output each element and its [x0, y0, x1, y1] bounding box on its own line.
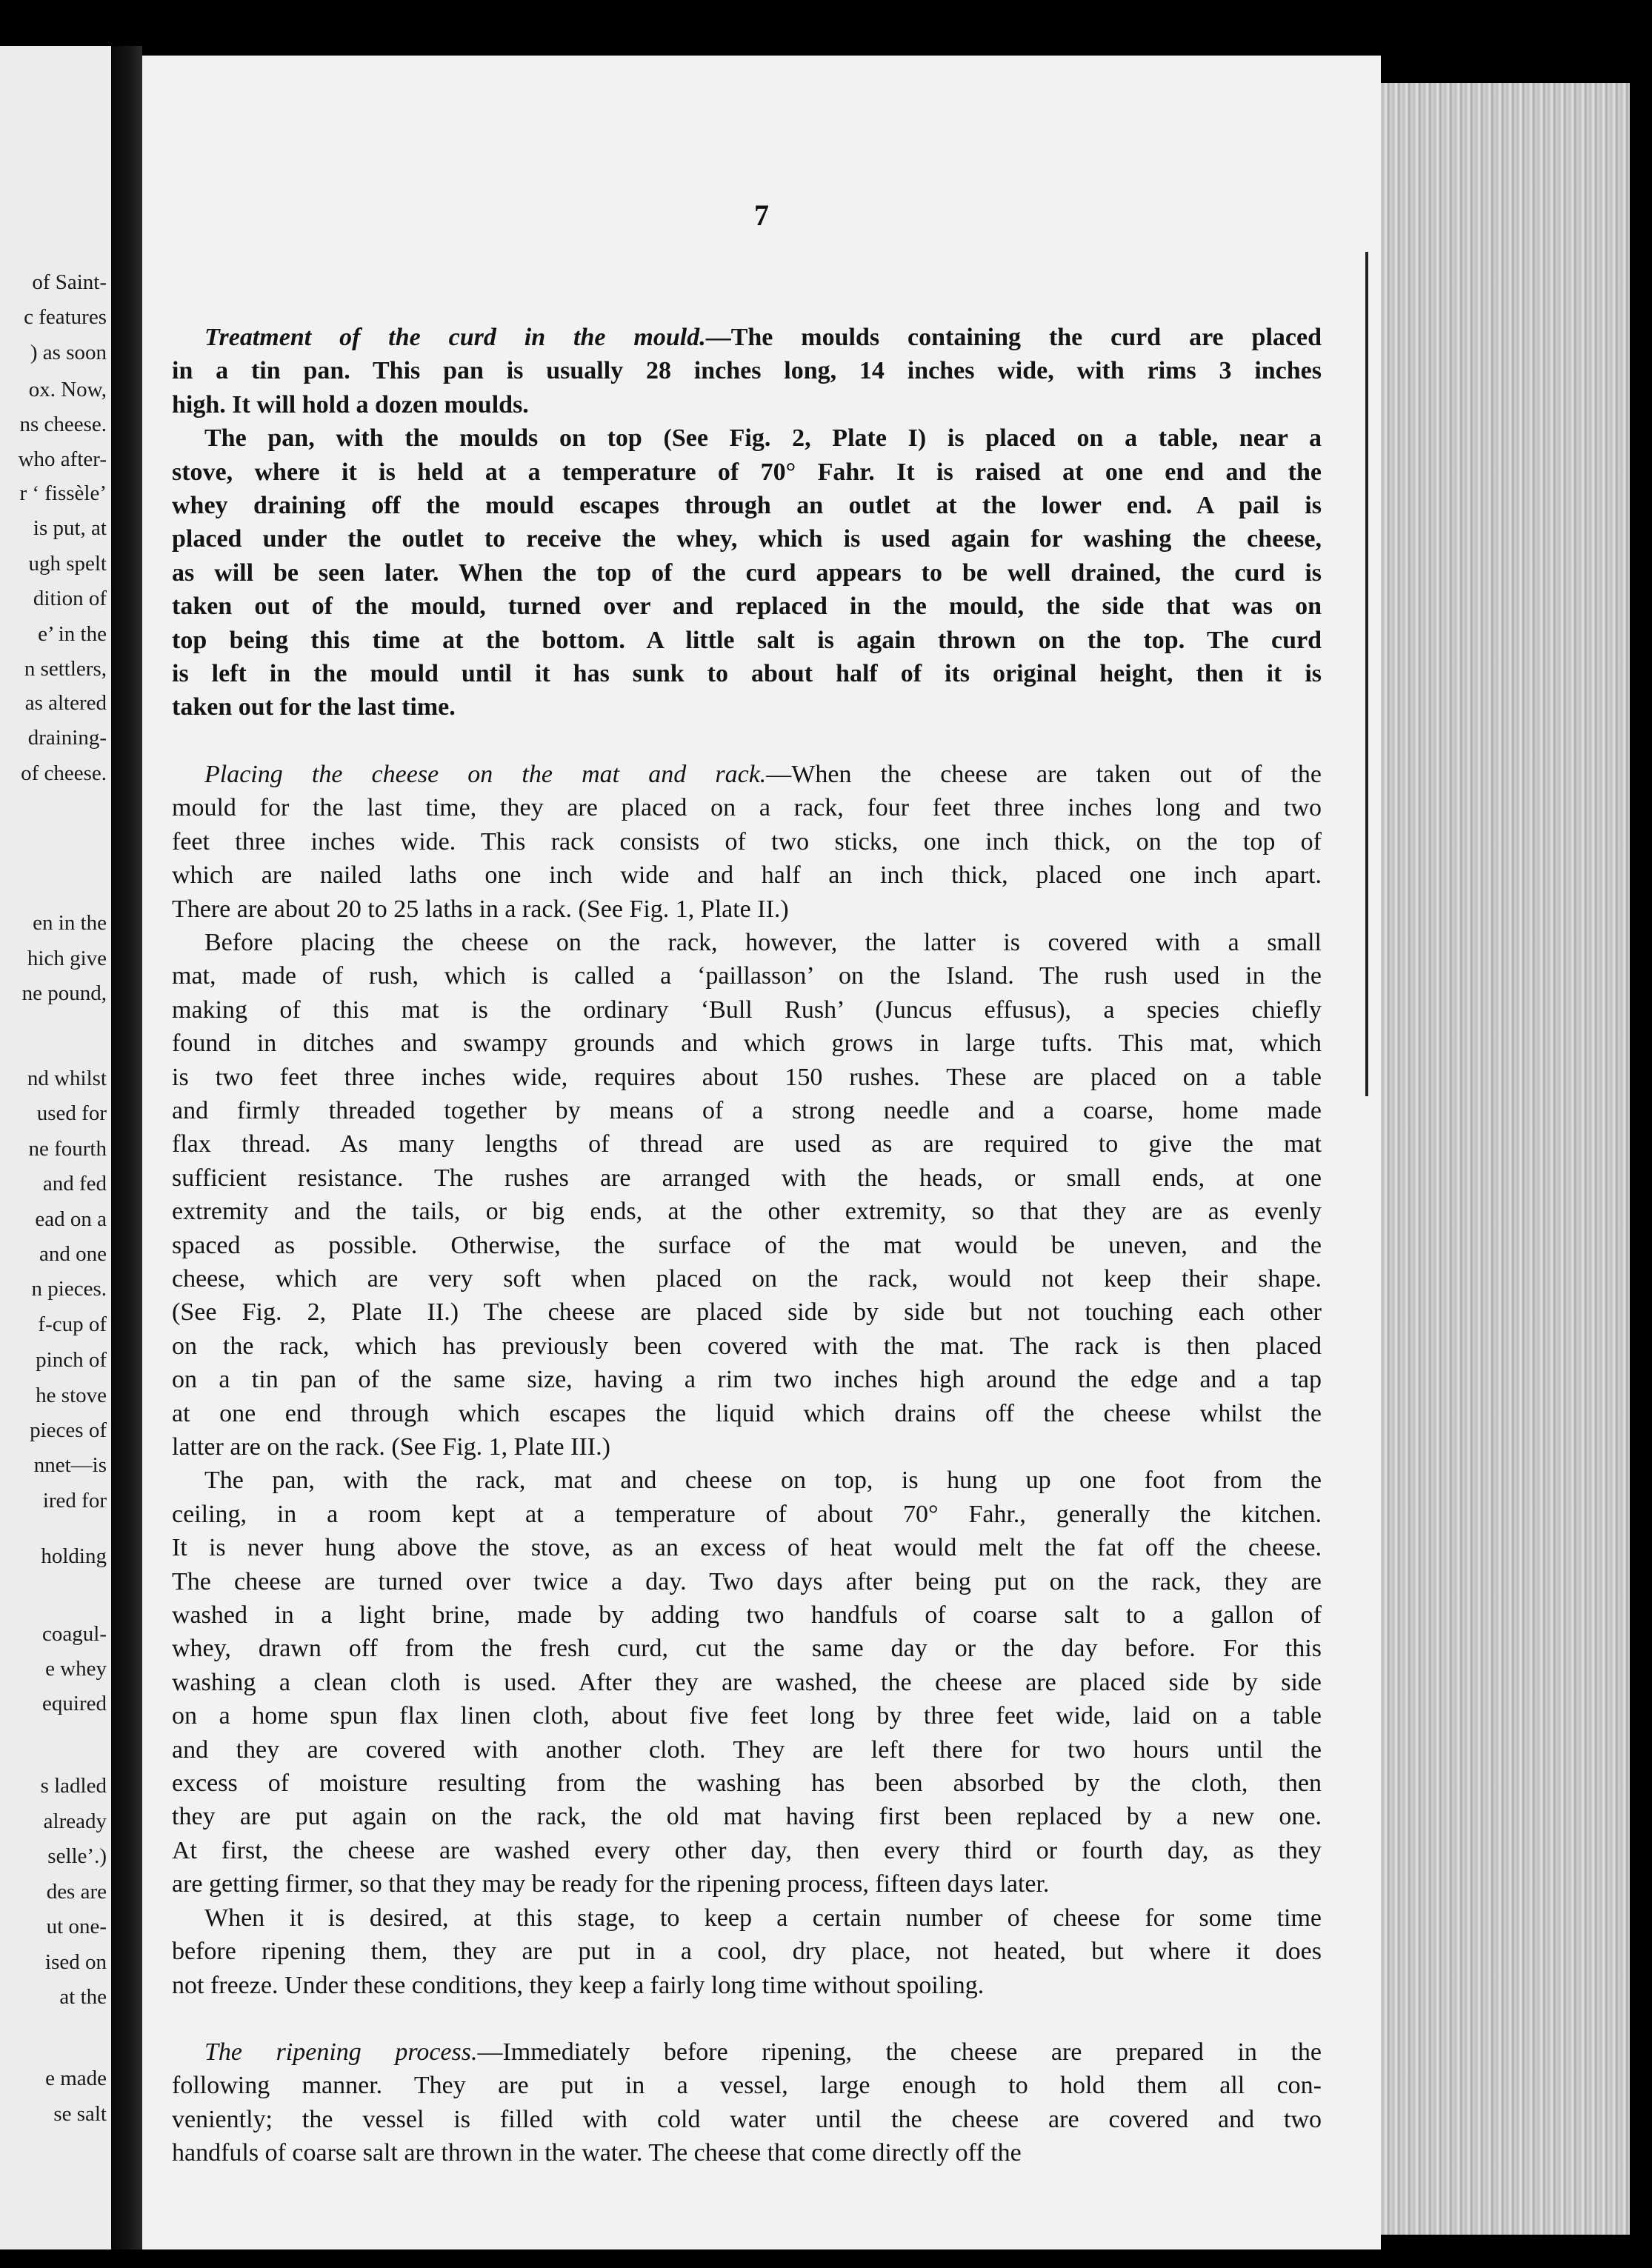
page-edge-rule — [1365, 252, 1368, 1096]
paragraph — [172, 926, 1322, 1464]
text-line: It is never hung above the stove, as an excess of heat would melt the fat off the cheese. — [172, 1534, 1322, 1562]
left-page-fragment-line: already — [43, 1810, 107, 1833]
left-page-fragment-line: e whey — [45, 1657, 107, 1681]
text-line: in a tin pan. This pan is usually 28 inches long, 14 inches wide, with rims 3 inches — [172, 357, 1322, 385]
text-line: are getting firmer, so that they may be ready for the ripening process, fifteen days later. — [172, 1870, 1050, 1898]
text-line: which are nailed laths one inch wide and half an inch thick, placed one inch apart. — [172, 861, 1322, 890]
left-page-fragment-line: e’ in the — [38, 622, 107, 646]
left-page-fragment — [0, 46, 111, 2249]
text-line: mat, made of rush, which is called a ‘paillasson’ on the Island. The rush used in the — [172, 962, 1322, 990]
left-page-fragment-line: ne fourth — [28, 1137, 107, 1161]
left-page-fragment-line: ox. Now, — [28, 378, 107, 401]
left-page-fragment-line: e made — [45, 2067, 107, 2090]
text-line: high. It will hold a dozen moulds. — [172, 390, 529, 418]
left-page-fragment-line: ead on a — [35, 1207, 107, 1231]
left-page-fragment-line: used for — [36, 1101, 107, 1125]
text-line: flax thread. As many lengths of thread are used as are required to give the mat — [172, 1130, 1322, 1158]
text-line: washed in a light brine, made by adding two handfuls of coarse salt to a gallon of — [172, 1601, 1322, 1630]
text-line: they are put again on the rack, the old mat having first been replaced by a new one. — [172, 1803, 1322, 1831]
text-line: There are about 20 to 25 laths in a rack. (See Fig. 1, Plate II.) — [172, 895, 789, 923]
left-page-fragment-line: n pieces. — [31, 1277, 107, 1301]
left-page-fragment-line: nd whilst — [27, 1067, 107, 1090]
left-page-fragment-line: r ‘ fissèle’ — [19, 481, 107, 505]
text-line: The pan, with the rack, mat and cheese on top, is hung up one foot from the — [204, 1467, 1322, 1495]
text-line: before ripening them, they are put in a cool, dry place, not heated, but where it does — [172, 1938, 1322, 1966]
text-line: ceiling, in a room kept at a temperature of about 70° Fahr., generally the kitchen. — [172, 1500, 1322, 1528]
text-line: on a tin pan of the same size, having a rim two inches high around the edge and a tap — [172, 1366, 1322, 1394]
text-line — [172, 321, 1322, 354]
text-line: making of this mat is the ordinary ‘Bull Rush’ (Juncus effusus), a species chiefly — [172, 995, 1322, 1024]
text-line: as will be seen later. When the top of the curd appears to be well drained, the curd is — [172, 558, 1322, 587]
text-line: feet three inches wide. This rack consists of two sticks, one inch thick, on the top of — [172, 827, 1322, 855]
paragraph-gap — [172, 724, 1322, 758]
left-page-fragment-line: f-cup of — [38, 1313, 107, 1336]
paragraph-gap — [172, 2002, 1322, 2035]
text-line: is two feet three inches wide, requires about 150 rushes. These are placed on a table — [172, 1063, 1322, 1091]
left-page-fragment-line: ) as soon — [30, 341, 107, 364]
paragraph — [172, 421, 1322, 724]
left-page-fragment-line: who after- — [18, 447, 107, 471]
text-line: found in ditches and swampy grounds and which grows in large tufts. This mat, which — [172, 1030, 1322, 1058]
book-gutter — [111, 46, 142, 2249]
text-line: stove, where it is held at a temperature of 70° Fahr. It is raised at one end and the — [172, 458, 1322, 486]
text-line: whey, drawn off from the fresh curd, cut the same day or the day before. For this — [172, 1635, 1322, 1663]
left-page-fragment-line: ised on — [45, 1950, 107, 1974]
section-heading: Placing the cheese on the mat and rack. — [204, 760, 767, 788]
left-page-fragment-line: at the — [59, 1985, 107, 2009]
text-line: spaced as possible. Otherwise, the surface of the mat would be uneven, and the — [172, 1231, 1322, 1259]
paragraph — [172, 1901, 1322, 2002]
text-line: latter are on the rack. (See Fig. 1, Plate III.) — [172, 1433, 610, 1461]
text-line-content: —Immediately before ripening, the cheese are prepared in the — [477, 2038, 1322, 2066]
text-line: cheese, which are very soft when placed on the rack, would not keep their shape. — [172, 1264, 1322, 1293]
body-text — [172, 321, 1322, 2170]
paragraph — [172, 321, 1322, 421]
section-heading: Treatment of the curd in the mould. — [204, 324, 706, 351]
left-page-fragment-line: hich give — [27, 947, 107, 970]
left-page-fragment-line: and one — [39, 1242, 107, 1266]
text-line: top being this time at the bottom. A little salt is again thrown on the top. The curd — [172, 626, 1322, 654]
page-number: 7 — [754, 199, 769, 232]
text-line: The cheese are turned over twice a day. Two days after being put on the rack, they are — [172, 1567, 1322, 1595]
text-line: taken out for the last time. — [172, 693, 456, 721]
text-line: whey draining off the mould escapes through an outlet at the lower end. A pail is — [172, 492, 1322, 520]
text-line: Before placing the cheese on the rack, however, the latter is covered with a small — [204, 928, 1322, 956]
left-page-fragment-line: of cheese. — [21, 761, 107, 785]
text-line: handfuls of coarse salt are thrown in the water. The cheese that come directly off the — [172, 2139, 1022, 2167]
text-line: extremity and the tails, or big ends, at the other extremity, so that they are as evenly — [172, 1198, 1322, 1226]
text-line: following manner. They are put in a vessel, large enough to hold them all con- — [172, 2072, 1322, 2100]
left-page-fragment-line: and fed — [42, 1172, 107, 1195]
left-page-fragment-line: ired for — [42, 1489, 107, 1512]
left-page-fragment-line: pinch of — [36, 1348, 107, 1372]
left-page-fragment-line: he stove — [36, 1384, 107, 1407]
left-page-fragment-line: dition of — [33, 587, 107, 610]
left-page-fragment-line: se salt — [53, 2102, 107, 2126]
text-line: The pan, with the moulds on top (See Fig. 2, Plate I) is placed on a table, near a — [204, 424, 1322, 453]
left-page-fragment-line: pieces of — [30, 1418, 107, 1442]
text-line: excess of moisture resulting from the washing has been absorbed by the cloth, then — [172, 1770, 1322, 1798]
left-page-fragment-line: ut one- — [46, 1915, 107, 1938]
text-line: taken out of the mould, turned over and replaced in the mould, the side that was on — [172, 593, 1322, 621]
text-line: on a home spun flax linen cloth, about five feet long by three feet wide, laid on a table — [172, 1702, 1322, 1730]
left-page-fragment-line: s ladled — [40, 1774, 107, 1798]
text-line: When it is desired, at this stage, to keep a certain number of cheese for some time — [204, 1904, 1322, 1932]
text-line: mould for the last time, they are placed on a rack, four feet three inches long and two — [172, 794, 1322, 822]
text-line: At first, the cheese are washed every other day, then every third or fourth day, as they — [172, 1836, 1322, 1864]
text-line: (See Fig. 2, Plate II.) The cheese are placed side by side but not touching each other — [172, 1298, 1322, 1327]
left-page-fragment-line: ns cheese. — [19, 413, 107, 436]
left-page-fragment-line: n settlers, — [24, 657, 107, 681]
text-line: at one end through which escapes the liquid which drains off the cheese whilst the — [172, 1399, 1322, 1427]
text-line — [172, 758, 1322, 791]
left-page-fragment-line: holding — [41, 1544, 107, 1568]
text-line: and firmly threaded together by means of a strong needle and a coarse, home made — [172, 1096, 1322, 1124]
text-line: and they are covered with another cloth. They are left there for two hours until the — [172, 1735, 1322, 1764]
section-heading: The ripening process. — [204, 2038, 478, 2066]
left-page-fragment-line: equired — [42, 1692, 107, 1715]
left-page-fragment-line: nnet—is — [33, 1453, 107, 1477]
text-line — [172, 2035, 1322, 2069]
text-line: placed under the outlet to receive the whey, which is used again for washing the cheese, — [172, 525, 1322, 553]
text-line: not freeze. Under these conditions, they keep a fairly long time without spoiling. — [172, 1971, 985, 1999]
left-page-fragment-line: is put, at — [33, 516, 107, 540]
paragraph — [172, 1464, 1322, 1901]
page-stack-edge — [1381, 83, 1630, 2235]
left-page-fragment-line: ne pound, — [21, 981, 107, 1005]
text-line: is left in the mould until it has sunk to about half of its original height, then it is — [172, 660, 1322, 688]
main-page — [142, 56, 1381, 2249]
text-line-content: —The moulds containing the curd are placed — [705, 324, 1322, 351]
left-page-fragment-line: as altered — [24, 691, 107, 715]
text-line: washing a clean cloth is used. After they are washed, the cheese are placed side by side — [172, 1668, 1322, 1696]
left-page-fragment-line: coagul- — [42, 1622, 107, 1646]
paragraph — [172, 2035, 1322, 2170]
left-page-fragment-line: draining- — [27, 726, 107, 750]
text-line-content: —When the cheese are taken out of the — [766, 760, 1322, 788]
left-page-fragment-line: ugh spelt — [28, 552, 107, 576]
text-line: sufficient resistance. The rushes are arranged with the heads, or small ends, at one — [172, 1164, 1322, 1192]
left-page-fragment-line: selle’.) — [47, 1844, 107, 1868]
text-line: on the rack, which has previously been covered with the mat. The rack is then placed — [172, 1332, 1322, 1360]
left-page-fragment-line: c features — [24, 305, 107, 329]
left-page-fragment-line: of Saint- — [32, 270, 107, 294]
left-page-fragment-line: des are — [46, 1880, 107, 1904]
text-line: veniently; the vessel is filled with cold water until the cheese are covered and two — [172, 2105, 1322, 2133]
paragraph — [172, 758, 1322, 926]
left-page-fragment-line: en in the — [33, 911, 107, 935]
